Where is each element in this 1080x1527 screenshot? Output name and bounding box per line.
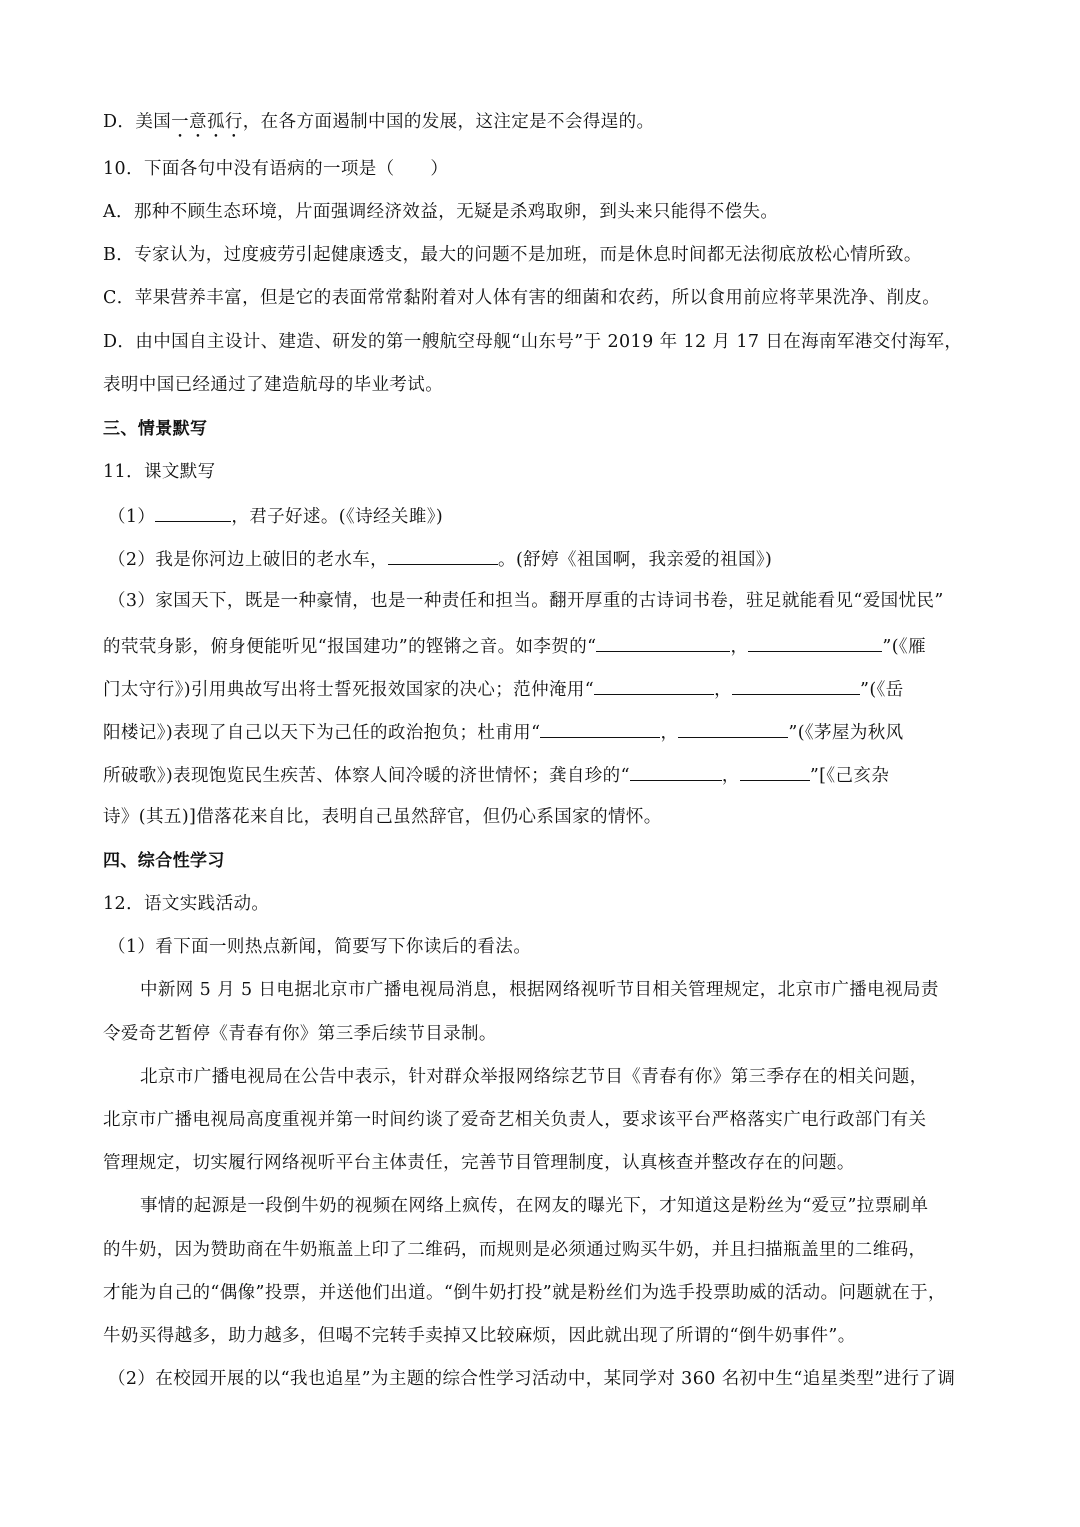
q11-p2-prefix: （2）我是你河边上破旧的老水车， [108, 550, 389, 570]
q11-part3-line6: 诗》(其五)]借落花来自比，表明自己虽然辞官，但仍心系国家的情怀。 [103, 807, 662, 827]
q11-part3-line1: （3）家国天下，既是一种豪情，也是一种责任和担当。翻开厚重的古诗词书卷，驻足就能看见“爱国忧民” [108, 591, 944, 611]
section-3-heading: 三、情景默写 [103, 419, 208, 439]
q11-p3-l4-suffix: ”(《茅屋为秋风 [788, 723, 904, 743]
q12-stem: 12．语文实践活动。 [103, 894, 270, 914]
comma: ， [714, 680, 733, 700]
q10-option-c: C．苹果营养丰富，但是它的表面常常黏附着对人体有害的细菌和农药，所以食用前应将苹果洗净、削皮。 [103, 288, 941, 308]
answer-blank[interactable] [630, 762, 722, 781]
news-para3-line4: 牛奶买得越多，助力越多，但喝不完转手卖掉又比较麻烦，因此就出现了所谓的“倒牛奶事件”。 [103, 1326, 856, 1346]
q11-p1-prefix: （1） [108, 507, 156, 527]
news-para2-line2: 北京市广播电视局高度重视并第一时间约谈了爱奇艺相关负责人，要求该平台严格落实广电行政部门有关 [103, 1110, 927, 1130]
q10-option-b: B．专家认为，过度疲劳引起健康透支，最大的问题不是加班，而是休息时间都无法彻底放松心情所致。 [103, 245, 922, 265]
q11-part1 [108, 503, 443, 529]
answer-blank[interactable] [740, 762, 810, 781]
news-para2-line3: 管理规定，切实履行网络视听平台主体责任，完善节目管理制度，认真核查并整改存在的问题。 [103, 1153, 855, 1173]
q10-option-a: A．那种不顾生态环境，片面强调经济效益，无疑是杀鸡取卵，到头来只能得不偿失。 [103, 202, 779, 222]
q9-d-suffix: ，在各方面遏制中国的发展，这注定是不会得逞的。 [242, 112, 655, 132]
q10-option-d-line2: 表明中国已经通过了建造航母的毕业考试。 [103, 375, 444, 395]
q9-option-d [103, 110, 654, 142]
answer-blank[interactable] [540, 719, 660, 738]
comma: ， [721, 766, 740, 786]
q11-p1-suffix: ，君子好逑。(《诗经关雎》) [231, 507, 444, 527]
section-4-heading: 四、综合性学习 [103, 851, 225, 871]
q11-p3-l5-prefix: 所破歌》)表现饱览民生疾苦、体察人间冷暖的济世情怀；龚自珍的“ [103, 766, 630, 786]
news-para3-line3: 才能为自己的“偶像”投票，并送他们出道。“倒牛奶打投”就是粉丝们为选手投票助威的活动。问题就在于， [103, 1283, 946, 1303]
q11-p3-l2-prefix: 的茕茕身影，俯身便能听见“报国建功”的铿锵之音。如李贺的“ [103, 637, 597, 657]
q11-p3-l2-suffix: ”(《雁 [882, 637, 926, 657]
q11-p3-l4-prefix: 阳楼记》)表现了自己以天下为己任的政治抱负；杜甫用“ [103, 723, 541, 743]
q11-p3-l3-prefix: 门太守行》)引用典故写出将士誓死报效国家的决心；范仲淹用“ [103, 680, 595, 700]
news-para1-line2: 令爱奇艺暂停《青春有你》第三季后续节目录制。 [103, 1024, 497, 1044]
comma: ， [660, 723, 679, 743]
answer-blank[interactable] [732, 676, 860, 695]
answer-blank[interactable] [155, 503, 231, 522]
answer-blank[interactable] [596, 633, 730, 652]
q10-option-d-line1: D．由中国自主设计、建造、研发的第一艘航空母舰“山东号”于 2019 年 12 月 17 日在海南军港交付海军， [103, 332, 963, 352]
news-para3-line2: 的牛奶，因为赞助商在牛奶瓶盖上印了二维码，而规则是必须通过购买牛奶，并且扫描瓶盖里的二维码， [103, 1240, 927, 1260]
q11-part2 [108, 546, 772, 572]
q12-part2: （2）在校园开展的以“我也追星”为主题的综合性学习活动中，某同学对 360 名初中生“追星类型”进行了调 [108, 1369, 956, 1389]
q11-stem: 11．课文默写 [103, 462, 216, 482]
q11-part3-line4 [103, 719, 904, 745]
q11-p3-l5-suffix: ”[《己亥杂 [809, 766, 890, 786]
q10-stem: 10．下面各句中没有语病的一项是（ ） [103, 159, 449, 179]
news-para1-line1: 中新网 5 月 5 日电据北京市广播电视局消息，根据网络视听节目相关管理规定，北京市广播电视局责 [140, 980, 939, 1000]
comma: ， [730, 637, 749, 657]
news-para3-line1: 事情的起源是一段倒牛奶的视频在网络上疯传，在网友的曝光下，才知道这是粉丝为“爱豆”拉票刷单 [140, 1196, 929, 1216]
answer-blank[interactable] [748, 633, 882, 652]
q12-part1: （1）看下面一则热点新闻，简要写下你读后的看法。 [108, 937, 532, 957]
q9-d-dotted-phrase: 一意孤行 [171, 112, 243, 132]
answer-blank[interactable] [594, 676, 714, 695]
q11-part3-line5 [103, 762, 889, 788]
q11-part3-line3 [103, 676, 904, 702]
q9-d-prefix: D．美国 [103, 112, 172, 132]
answer-blank[interactable] [678, 719, 788, 738]
q11-p2-suffix: 。(舒婷《祖国啊，我亲爱的祖国》) [498, 550, 773, 570]
answer-blank[interactable] [388, 546, 498, 565]
news-para2-line1: 北京市广播电视局在公告中表示，针对群众举报网络综艺节目《青春有你》第三季存在的相关问题， [140, 1067, 928, 1087]
q11-p3-l3-suffix: ”(《岳 [860, 680, 904, 700]
q11-part3-line2 [103, 633, 926, 659]
